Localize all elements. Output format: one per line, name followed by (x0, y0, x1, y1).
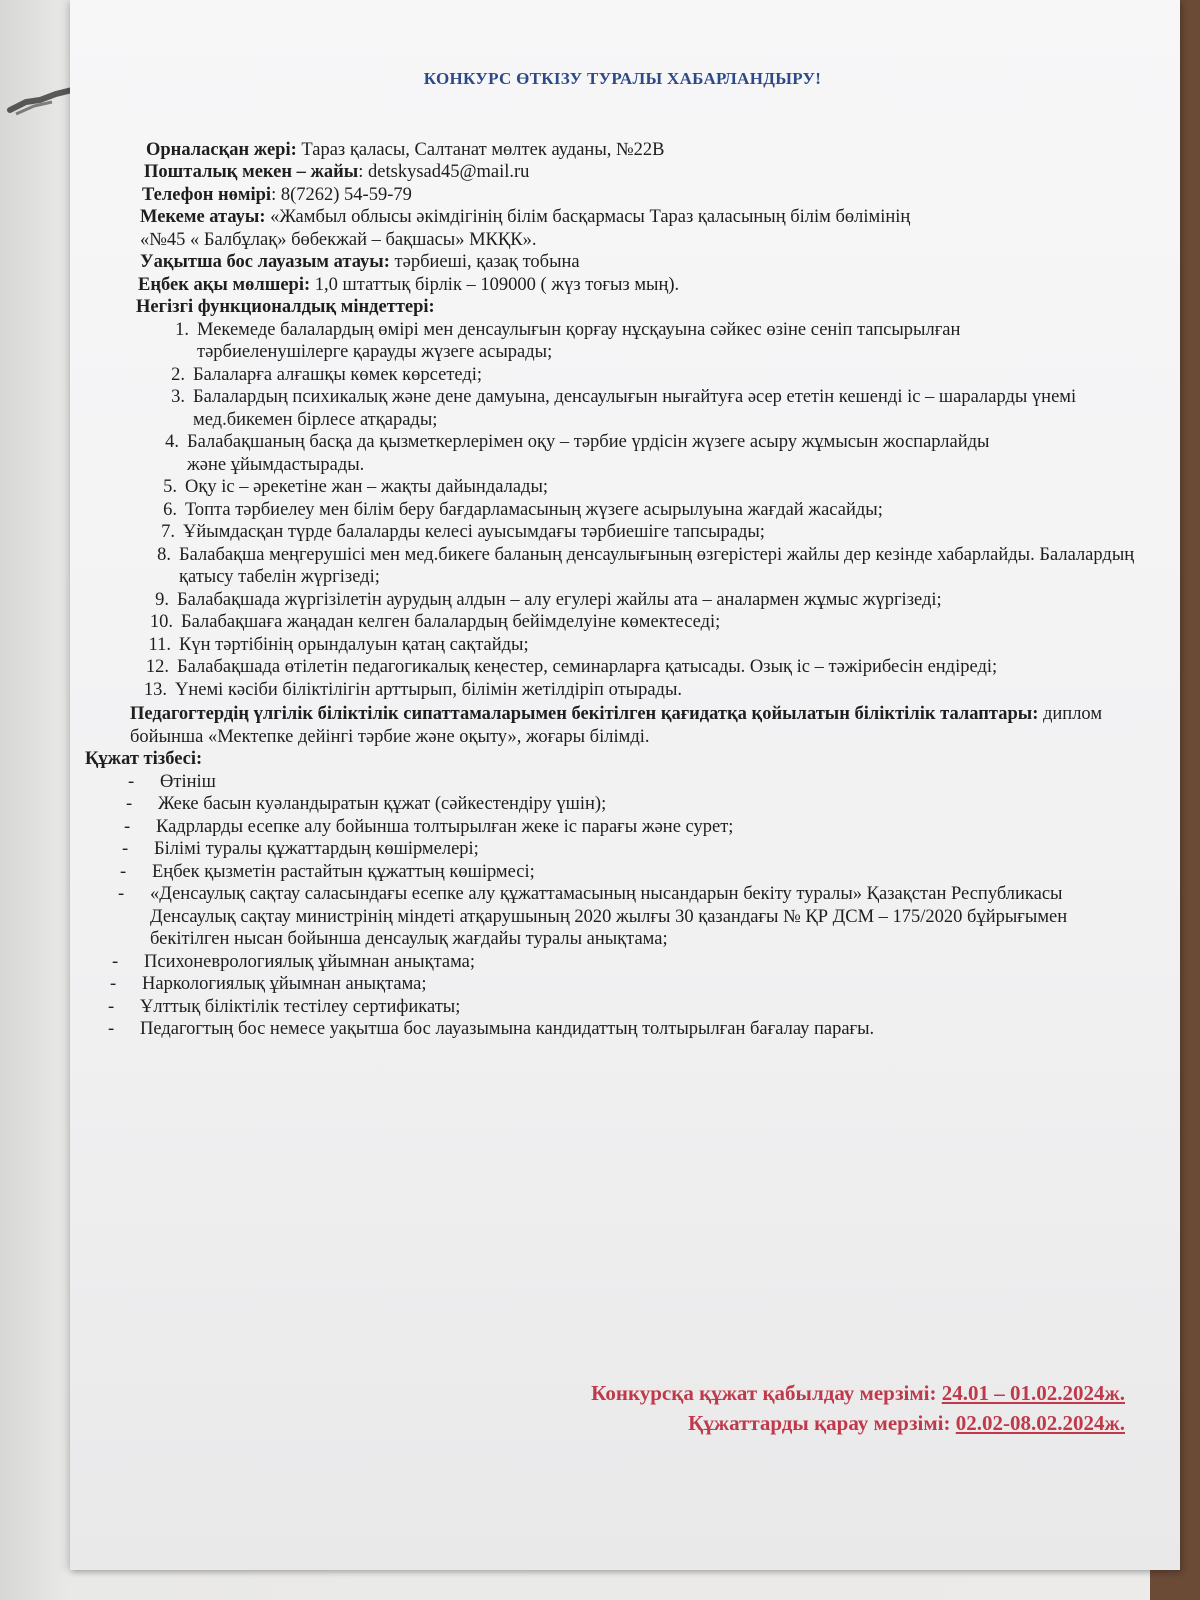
location-value: Тараз қаласы, Салтанат мөлтек ауданы, №22В (296, 139, 665, 160)
duties-heading (136, 296, 1155, 319)
list-item: - Білімі туралы құжаттардың көшірмелері; (154, 838, 1155, 861)
list-item: - Наркологиялық ұйымнан анықтама; (142, 973, 1155, 996)
location-label: Орналасқан жері: (146, 139, 297, 160)
document-body (85, 60, 1155, 1041)
list-item: Оқу іс – әрекетіне жан – жақты дайындалады; (185, 477, 549, 497)
phone-label: Телефон нөмірі (142, 184, 272, 205)
requirements-value: диплом бойынша «Мектепке дейінгі тәрбие және оқыту», жоғары білімді. (130, 704, 1103, 747)
ink-mark-icon (6, 80, 76, 120)
document-page (70, 0, 1180, 1570)
requirements-block (130, 703, 1155, 748)
list-item: Мекемеде балалардың өмірі мен денсаулығын қорғау нұсқауына сәйкес өзіне сеніп тапсырылған тәрбиеленушілерге қарауды жүзеге асырады; (197, 319, 961, 362)
list-item: - Еңбек қызметін растайтын құжаттың көшірмесі; (152, 861, 1155, 884)
duties-list (90, 319, 1155, 702)
list-item: - Өтініш (160, 771, 1155, 794)
list-item: Балабақша меңгерушісі мен мед.бикеге баланың денсаулығының өзгерістері жайлы дер кезінде хабарлайды. Балалардың қатысу табелін жүргізеді; (179, 544, 1135, 587)
list-item: Балабақшаға жаңадан келген балалардың бейімделуіне көмектеседі; (181, 612, 721, 632)
submit-deadline (591, 1378, 1125, 1408)
list-item: - Жеке басын куәландыратын құжат (сәйкестендіру үшін); (158, 793, 1155, 816)
info-block (136, 139, 1155, 319)
review-dates: 02.02-08.02.2024ж. (955, 1411, 1125, 1435)
list-item: Балабақшаның басқа да қызметкерлерімен оқу – тәрбие үрдісін жүзеге асыру жұмысын жоспарлайды және ұйымдастырады. (187, 432, 990, 475)
documents-heading: Құжат тізбесі: (85, 749, 203, 769)
salary-value: 1,0 штаттық бірлік – 109000 ( жүз тоғыз мың). (310, 274, 680, 295)
page-title: КОНКУРС ӨТКІЗУ ТУРАЛЫ ХАБАРЛАНДЫРУ! (423, 69, 822, 88)
phone-value: : 8(7262) 54-59-79 (271, 184, 412, 205)
list-item: Балабақшада жүргізілетін аурудың алдын – алу егулері жайлы ата – аналармен жұмыс жүргізеді; (177, 589, 942, 610)
requirements-label: Педагогтердің үлгілік біліктілік сипаттамаларымен бекітілген қағидатқа қойылатын біліктілік талаптары: (130, 704, 1039, 724)
list-item: Балалардың психикалық және дене дамуына, денсаулығын нығайтуға әсер ететін кешенді іс – шараларды үнемі мед.бикемен бірлесе атқарады; (193, 387, 1077, 430)
salary-line (138, 274, 1155, 297)
submit-dates: 24.01 – 01.02.2024ж. (941, 1381, 1125, 1405)
list-item: Күн тәртібінің орындалуын қатаң сақтайды; (179, 634, 529, 655)
list-item: Топта тәрбиелеу мен білім беру бағдарламасының жүзеге асырылуына жағдай жасайды; (185, 499, 883, 520)
org-value-2: «№45 « Балбұлақ» бөбекжай – бақшасы» МКҚК». (140, 229, 537, 250)
submit-label: Конкурсқа құжат қабылдау мерзімі: (591, 1381, 942, 1405)
location-line (146, 139, 1155, 162)
documents-list (90, 771, 1155, 1041)
vacancy-label: Уақытша бос лауазым атауы: (140, 252, 390, 272)
list-item: - Ұлттық біліктілік тестілеу сертификаты; (140, 996, 1155, 1019)
list-item: - Психоневрологиялық ұйымнан анықтама; (144, 951, 1155, 974)
review-label: Құжаттарды қарау мерзімі: (688, 1411, 956, 1435)
list-item: Балабақшада өтілетін педагогикалық кеңестер, семинарларға қатысады. Озық іс – тәжірибесін ендіреді; (177, 657, 998, 677)
phone-line (142, 184, 1155, 207)
vacancy-line (140, 251, 1155, 274)
list-item: Балаларға алғашқы көмек көрсетеді; (193, 364, 483, 385)
list-item: - Кадрларды есепке алу бойынша толтырылған жеке іс парағы және сурет; (156, 816, 1155, 839)
deadlines-block (591, 1378, 1125, 1438)
org-label: Мекеме атауы: (140, 207, 266, 227)
review-deadline (591, 1408, 1125, 1438)
list-item: Ұйымдасқан түрде балаларды келесі ауысымдағы тәрбиешіге тапсырады; (183, 522, 765, 542)
vacancy-value: тәрбиеші, қазақ тобына (389, 252, 580, 272)
org-value-1: «Жамбыл облысы әкімдігінің білім басқармасы Тараз қаласының білім бөлімінің (265, 207, 911, 227)
duties-label: Негізгі функционалдық міндеттері: (136, 297, 435, 317)
list-item: - Педагогтың бос немесе уақытша бос лауазымына кандидаттың толтырылған бағалау парағы. (140, 1018, 940, 1041)
salary-label: Еңбек ақы мөлшері: (138, 274, 311, 295)
postal-value: : detskysad45@mail.ru (358, 162, 530, 182)
list-item: - «Денсаулық сақтау саласындағы есепке алу құжаттамасының нысандарын бекіту туралы» Қазақстан Республикасы Денсаулық сақтау министрінің міндеті атқарушының 2020 жылғы 30 қазандағы № ҚР ДСМ – 175/2020 бұйрығымен бекітілген нысан бойынша денсаулық жағдайы туралы анықтама; (150, 883, 1110, 951)
list-item: Үнемі кәсіби біліктілігін арттырып, білімін жетілдіріп отырады. (175, 679, 683, 700)
postal-label: Пошталық мекен – жайы (144, 162, 359, 182)
postal-line (144, 161, 1155, 184)
org-line (140, 206, 1155, 251)
